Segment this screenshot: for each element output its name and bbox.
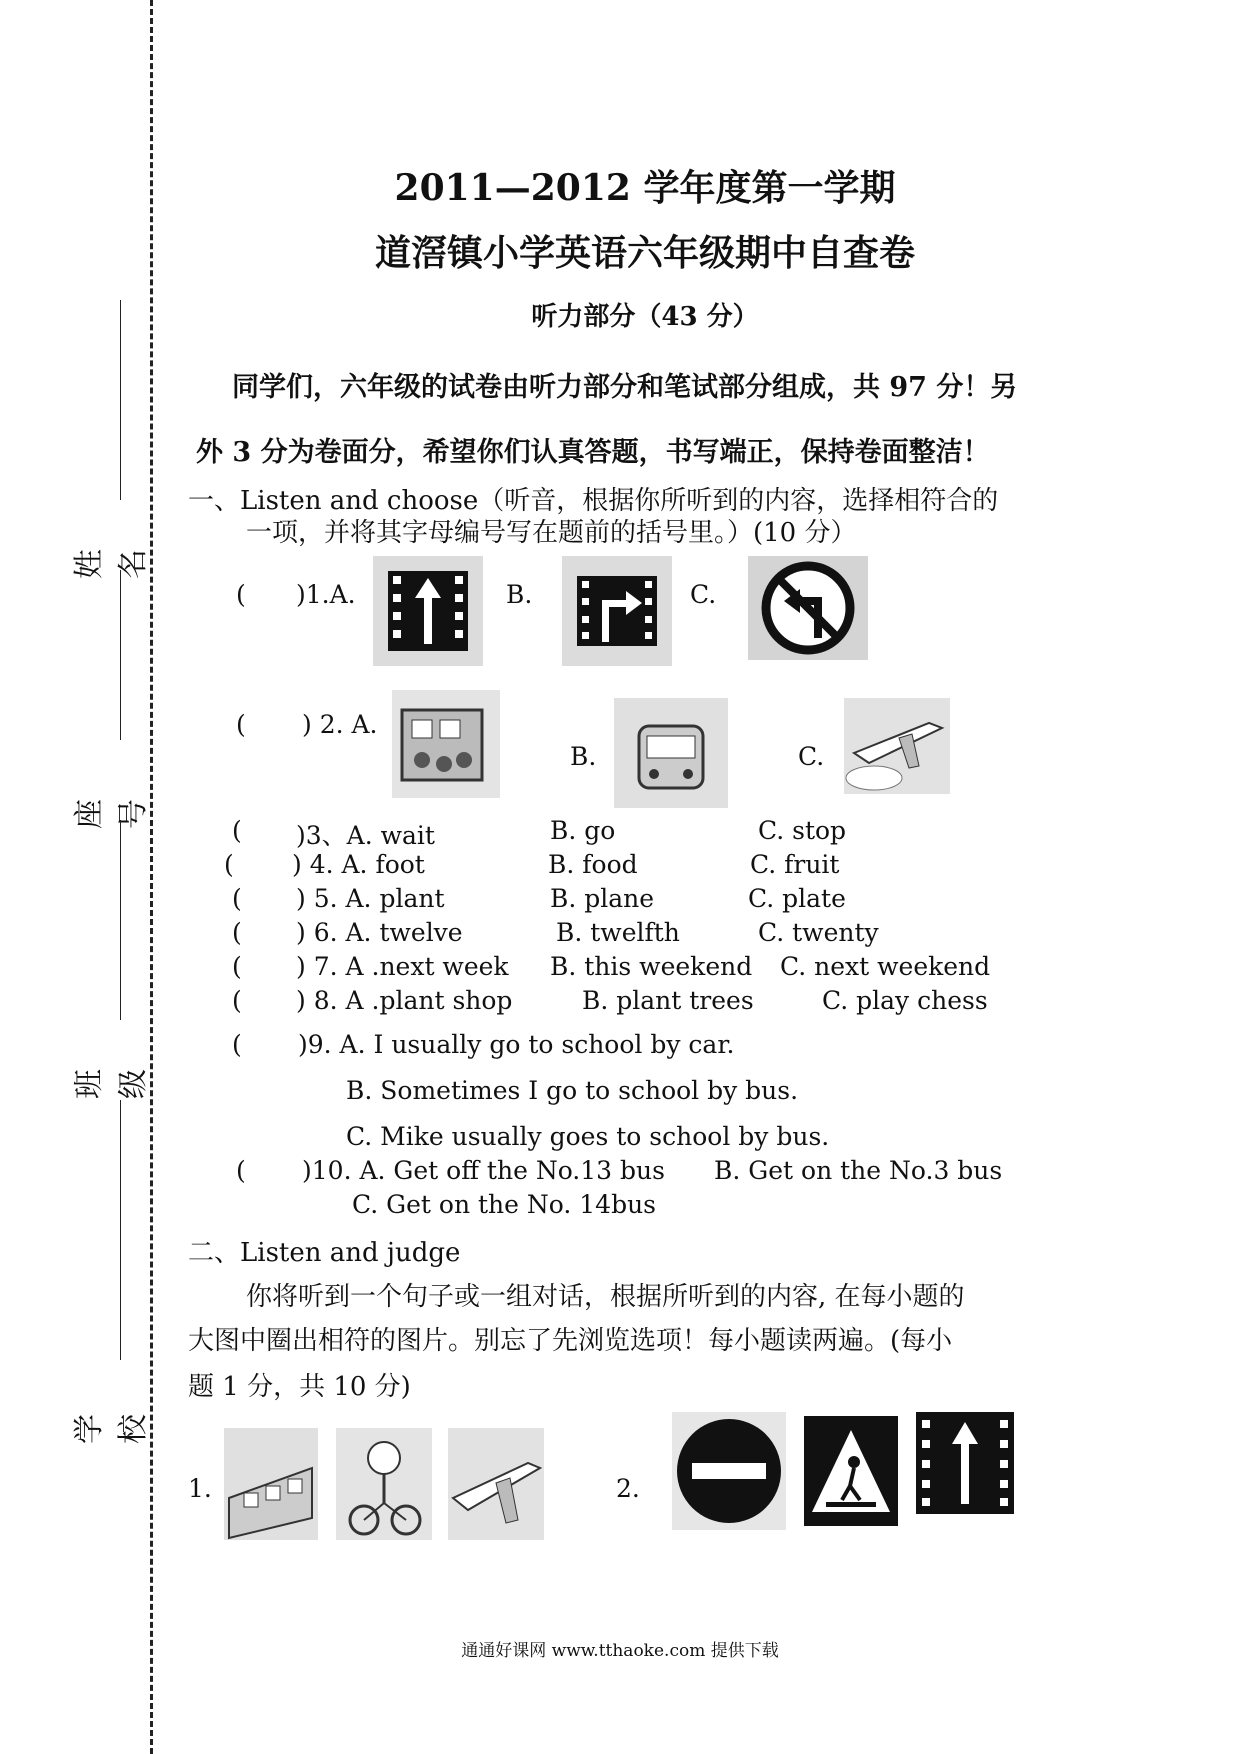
q8-option-c: C. play chess [822, 986, 988, 1015]
q4-paren: ( [224, 850, 234, 879]
q8-paren: ( [232, 986, 242, 1015]
q10-option-a: )10. A. Get off the No.13 bus [302, 1156, 665, 1185]
exam-title: 道滘镇小学英语六年级期中自查卷 [374, 232, 915, 274]
q6-option-a: ) 6. A. twelve [296, 918, 463, 947]
q4-option-c: C. fruit [750, 850, 840, 879]
pedestrian-crossing-sign-icon [804, 1416, 898, 1526]
bus-icon [614, 698, 728, 808]
seat-label: 座号 [72, 799, 151, 829]
item2-label: 2. [616, 1474, 640, 1503]
footer-source: 通通好课网 www.tthaoke.com 提供下载 [461, 1641, 779, 1661]
q8-option-b: B. plant trees [582, 986, 754, 1015]
straight-ahead-sign-icon [373, 556, 483, 666]
q2-option-b: B. [570, 742, 597, 771]
q4-option-b: B. food [548, 850, 638, 879]
q8-option-a: ) 8. A .plant shop [296, 986, 513, 1015]
q6-option-c: C. twenty [758, 918, 879, 947]
item1-label: 1. [188, 1474, 212, 1503]
intro-line-1: 同学们，六年级的试卷由听力部分和笔试部分组成，共 97 分！另 [232, 372, 1018, 403]
q9-option-c: C. Mike usually goes to school by bus. [346, 1122, 830, 1151]
q7-option-a: ) 7. A .next week [296, 952, 509, 981]
section2-heading: 二、Listen and judge [188, 1238, 461, 1268]
no-left-turn-sign-icon [748, 556, 868, 660]
straight-ahead-sign-icon [916, 1412, 1014, 1514]
turn-right-sign-icon [562, 556, 672, 666]
seat-underline [120, 570, 121, 740]
plane-icon [844, 698, 950, 794]
q10-option-c: C. Get on the No. 14bus [352, 1190, 657, 1219]
q1-paren: ( [236, 580, 246, 609]
train-icon [224, 1428, 318, 1540]
q7-option-c: C. next weekend [780, 952, 991, 981]
section1-heading-2: 一项，并将其字母编号写在题前的括号里。）(10 分） [246, 518, 857, 548]
q10-paren: ( [236, 1156, 246, 1185]
train-icon [392, 690, 500, 798]
q1-option-c: C. [690, 580, 717, 609]
q9-option-a: )9. A. I usually go to school by car. [298, 1030, 735, 1059]
school-underline [120, 1100, 121, 1360]
q9-paren: ( [232, 1030, 242, 1059]
name-label: 姓名 [72, 549, 151, 579]
q2-paren: ( [236, 710, 246, 739]
q9-option-b: B. Sometimes I go to school by bus. [346, 1076, 799, 1105]
intro-line-2: 外 3 分为卷面分，希望你们认真答题，书写端正，保持卷面整洁！ [196, 437, 990, 468]
q6-option-b: B. twelfth [556, 918, 680, 947]
q3-option-b: B. go [550, 816, 616, 845]
plane-icon [448, 1428, 544, 1540]
q7-paren: ( [232, 952, 242, 981]
q10-option-b: B. Get on the No.3 bus [714, 1156, 1003, 1185]
q5-paren: ( [232, 884, 242, 913]
section2-desc-2: 大图中圈出相符的图片。别忘了先浏览选项！每小题读两遍。(每小 [188, 1326, 953, 1356]
q2-stem: ) 2. A. [302, 710, 378, 739]
q5-option-c: C. plate [748, 884, 846, 913]
section2-desc-1: 你将听到一个句子或一组对话，根据所听到的内容, 在每小题的 [246, 1282, 965, 1312]
q3-option-c: C. stop [758, 816, 847, 845]
bicycle-icon [336, 1428, 432, 1540]
class-underline [120, 820, 121, 1020]
class-label: 班级 [72, 1069, 151, 1099]
no-entry-sign-icon [672, 1412, 786, 1530]
q5-option-a: ) 5. A. plant [296, 884, 445, 913]
school-label: 学校 [72, 1414, 151, 1444]
section-subtitle: 听力部分（43 分） [531, 302, 759, 332]
q1-option-b: B. [506, 580, 533, 609]
q3-option-a: )3、A. wait [296, 821, 435, 850]
q5-option-b: B. plane [550, 884, 655, 913]
section2-desc-3: 题 1 分，共 10 分) [188, 1372, 411, 1402]
q7-option-b: B. this weekend [550, 952, 753, 981]
page-title: 2011—2012 学年度第一学期 [394, 167, 896, 209]
q3-paren: ( [232, 816, 242, 845]
section1-heading-1: 一、Listen and choose（听音，根据你所听到的内容，选择相符合的 [188, 486, 999, 516]
q1-stem: )1.A. [296, 580, 356, 609]
q6-paren: ( [232, 918, 242, 947]
q4-option-a: ) 4. A. foot [292, 850, 425, 879]
q2-option-c: C. [798, 742, 825, 771]
